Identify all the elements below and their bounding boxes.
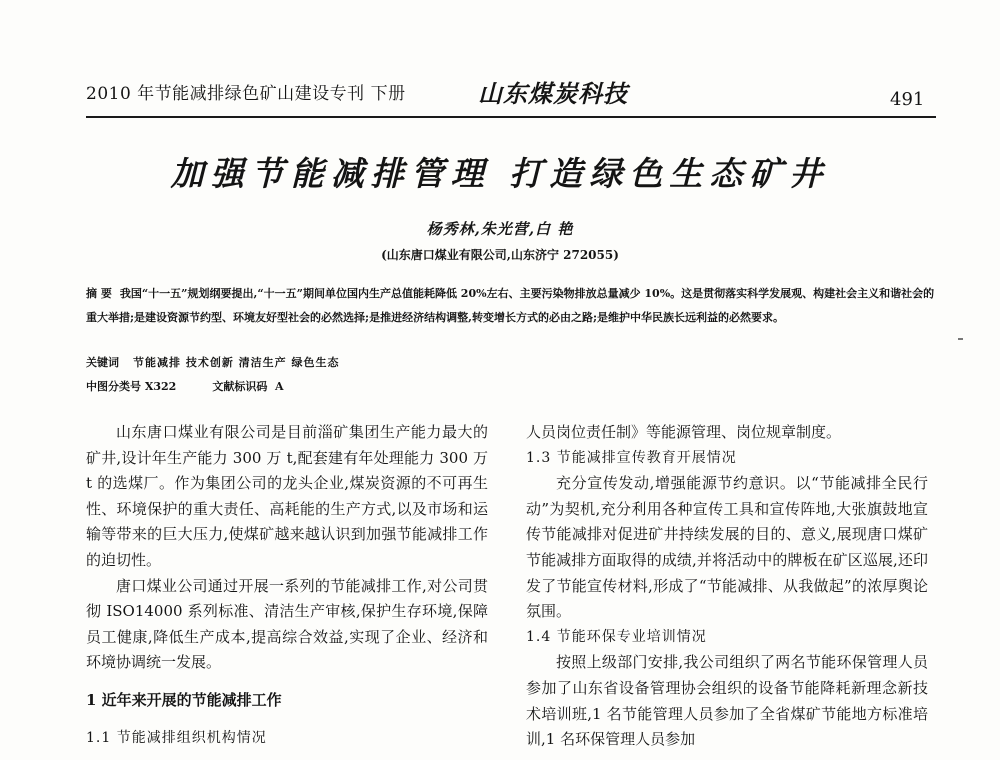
abstract-label: 摘 要 (86, 287, 112, 300)
subsection-heading: 1.3 节能减排宣传教育开展情况 (526, 449, 737, 466)
journal-issue: 2010 年节能减排绿色矿山建设专刊 下册 (86, 84, 406, 104)
abstract (86, 282, 936, 330)
article-title: 加强节能减排管理 打造绿色生态矿井 (170, 154, 830, 193)
page-number: 491 (890, 89, 925, 110)
doc-code: A (275, 380, 284, 393)
classification-value: X322 (144, 380, 177, 393)
journal-logo: 山东煤炭科技 (478, 79, 628, 108)
paragraph: 充分宣传发动,增强能源节约意识。以“节能减排全民行动”为契机,充分利用各种宣传工具和宣传阵地,大张旗鼓地宣传节能减排对促进矿井持续发展的目的、意义,展现唐口煤矿节能减排方面取得的成绩,并将活动中的牌板在矿区巡展,还印发了节能宣传材料,形成了“节能减排、从我做起”的浓厚舆论氛围。 (526, 474, 928, 621)
abstract-text: 我国“十一五”规划纲要提出,“十一五”期间单位国内生产总值能耗降低 20%左右、主要污染物排放总量减少 10%。这是贯彻落实科学发展观、构建社会主义和谐社会的重大举措;是建设资源节约型、环境友好型社会的必然选择;是推进经济结构调整,转变增长方式的必由之路;是维护中华民族长远利益的必然要求。 (86, 287, 935, 324)
keywords-text: 节能减排 技术创新 清洁生产 绿色生态 (133, 356, 340, 369)
affiliation: (山东唐口煤业有限公司,山东济宁 272055) (381, 248, 619, 262)
header-rule (86, 116, 936, 118)
doc-code-label: 文献标识码 (212, 380, 268, 393)
subsection-heading: 1.1 节能减排组织机构情况 (86, 729, 267, 746)
body-left-column (86, 420, 488, 751)
classification (86, 378, 284, 394)
scan-mark (958, 338, 963, 340)
paragraph: 唐口煤业公司通过开展一系列的节能减排工作,对公司贯彻 ISO14000 系列标准、清洁生产审核,保护生存环境,保障员工健康,降低生产成本,提高综合效益,实现了企业、经济和环境协调统一发展。 (86, 576, 488, 672)
section-heading: 1 近年来开展的节能减排工作 (86, 690, 282, 709)
classification-label: 中图分类号 (86, 380, 141, 393)
keywords-label: 关键词 (86, 356, 119, 369)
authors: 杨秀林,朱光营,白 艳 (426, 220, 574, 238)
subsection-heading: 1.4 节能环保专业培训情况 (526, 628, 707, 645)
body-right-column (526, 420, 928, 753)
paragraph: 山东唐口煤业有限公司是目前淄矿集团生产能力最大的矿井,设计年生产能力 300 万 t,配套建有年处理能力 300 万 t 的选煤厂。作为集团公司的龙头企业,煤炭资源的不可再生性、环境保护的重大责任、高耗能的生产方式,以及市场和运输等带来的巨大压力,使煤矿越来越认识到加强节能减排工作的迫切性。 (86, 423, 488, 569)
keywords (86, 354, 340, 370)
paragraph: 人员岗位责任制》等能源管理、岗位规章制度。 (526, 423, 842, 441)
paragraph: 按照上级部门安排,我公司组织了两名节能环保管理人员参加了山东省设备管理协会组织的设备节能降耗新理念新技术培训班,1 名节能管理人员参加了全省煤矿节能地方标准培训,1 名环保管理人员参加 (526, 653, 928, 749)
